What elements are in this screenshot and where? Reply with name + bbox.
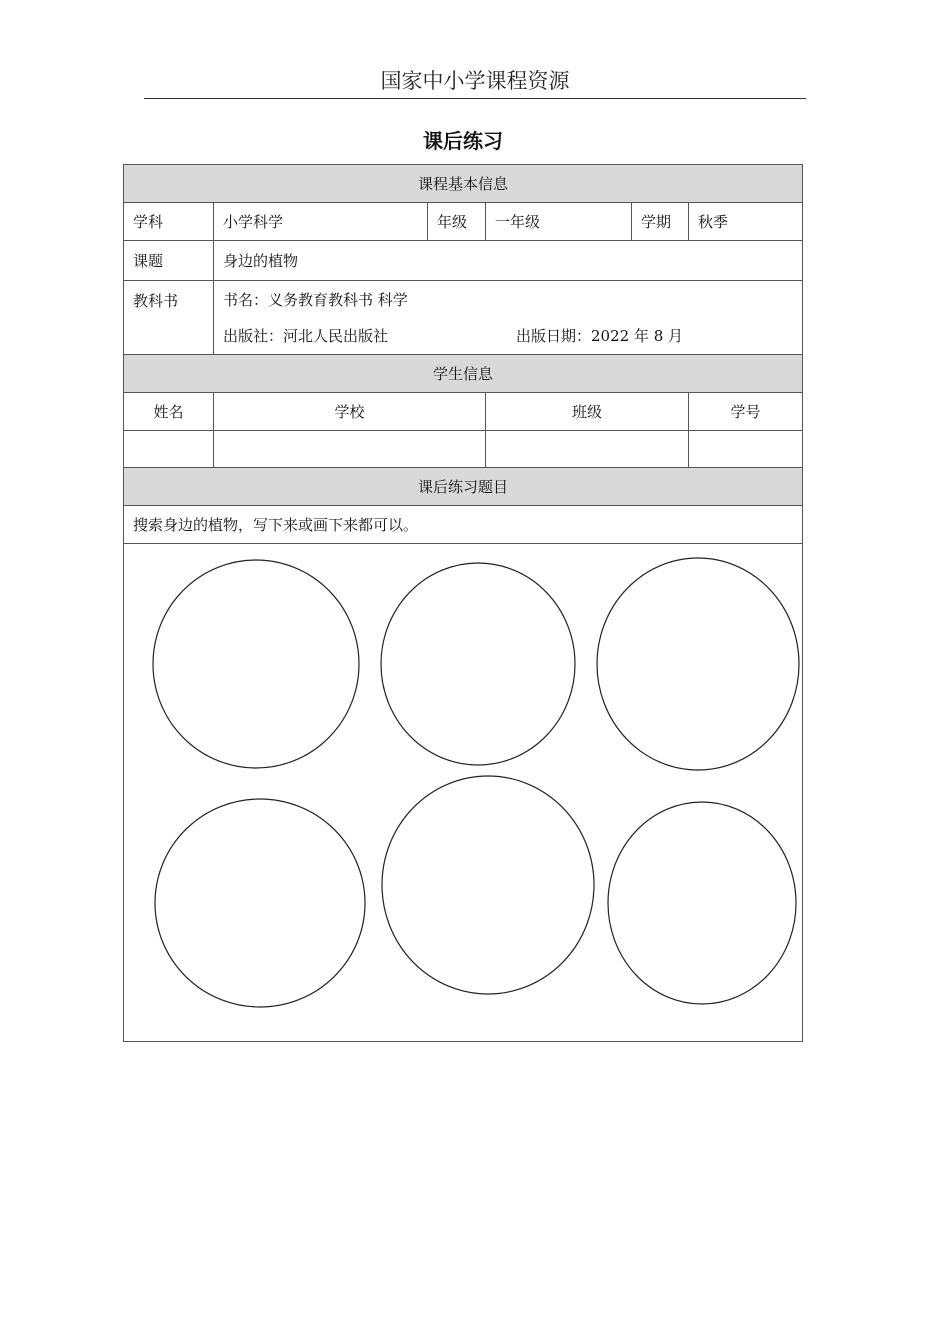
course-info-section-label: 课程基本信息 bbox=[124, 165, 803, 203]
subject-row bbox=[124, 203, 803, 241]
term-label: 学期 bbox=[632, 203, 689, 241]
textbook-details bbox=[214, 281, 803, 355]
drawing-circle-6[interactable] bbox=[608, 802, 796, 1004]
header-divider bbox=[144, 98, 806, 99]
book-name-line bbox=[223, 282, 793, 318]
drawing-circle-4[interactable] bbox=[155, 799, 365, 1007]
student-id-header: 学号 bbox=[689, 393, 803, 431]
publish-date: 出版日期：2022 年 8 月 bbox=[516, 327, 684, 345]
exercise-section-label: 课后练习题目 bbox=[124, 468, 803, 506]
drawing-circle-2[interactable] bbox=[381, 563, 575, 765]
grade-label: 年级 bbox=[428, 203, 486, 241]
publisher-line bbox=[223, 318, 793, 354]
student-name-field[interactable] bbox=[124, 431, 214, 468]
student-info-section-label: 学生信息 bbox=[124, 355, 803, 393]
drawing-area[interactable] bbox=[124, 544, 803, 1042]
textbook-row bbox=[124, 281, 803, 355]
drawing-circle-3[interactable] bbox=[597, 558, 799, 770]
header-org-title: 国家中小学课程资源 bbox=[380, 69, 570, 93]
student-id-field[interactable] bbox=[689, 431, 803, 468]
student-name-header: 姓名 bbox=[124, 393, 214, 431]
student-school-field[interactable] bbox=[214, 431, 486, 468]
student-class-field[interactable] bbox=[486, 431, 689, 468]
drawing-circles bbox=[124, 544, 803, 1041]
grade-value: 一年级 bbox=[486, 203, 632, 241]
student-school-header: 学校 bbox=[214, 393, 486, 431]
student-class-header: 班级 bbox=[486, 393, 689, 431]
student-info-input-row bbox=[124, 431, 803, 468]
textbook-label: 教科书 bbox=[124, 281, 214, 355]
topic-label: 课题 bbox=[124, 241, 214, 281]
exercise-prompt: 搜索身边的植物，写下来或画下来都可以。 bbox=[124, 506, 803, 544]
student-info-section-row bbox=[124, 355, 803, 393]
exercise-section-row bbox=[124, 468, 803, 506]
exercise-sheet-table bbox=[123, 164, 803, 1042]
subject-value: 小学科学 bbox=[214, 203, 428, 241]
book-name: 书名：义务教育教科书 科学 bbox=[223, 291, 408, 309]
document-title: 课后练习 bbox=[423, 129, 503, 153]
course-info-section-row bbox=[124, 165, 803, 203]
term-value: 秋季 bbox=[689, 203, 803, 241]
publisher: 出版社：河北人民出版社 bbox=[223, 327, 389, 345]
topic-row bbox=[124, 241, 803, 281]
exercise-prompt-row bbox=[124, 506, 803, 544]
student-info-header-row bbox=[124, 393, 803, 431]
drawing-area-row bbox=[124, 544, 803, 1042]
drawing-circle-5[interactable] bbox=[382, 776, 594, 994]
drawing-circle-1[interactable] bbox=[153, 560, 359, 768]
topic-value: 身边的植物 bbox=[214, 241, 803, 281]
subject-label: 学科 bbox=[124, 203, 214, 241]
